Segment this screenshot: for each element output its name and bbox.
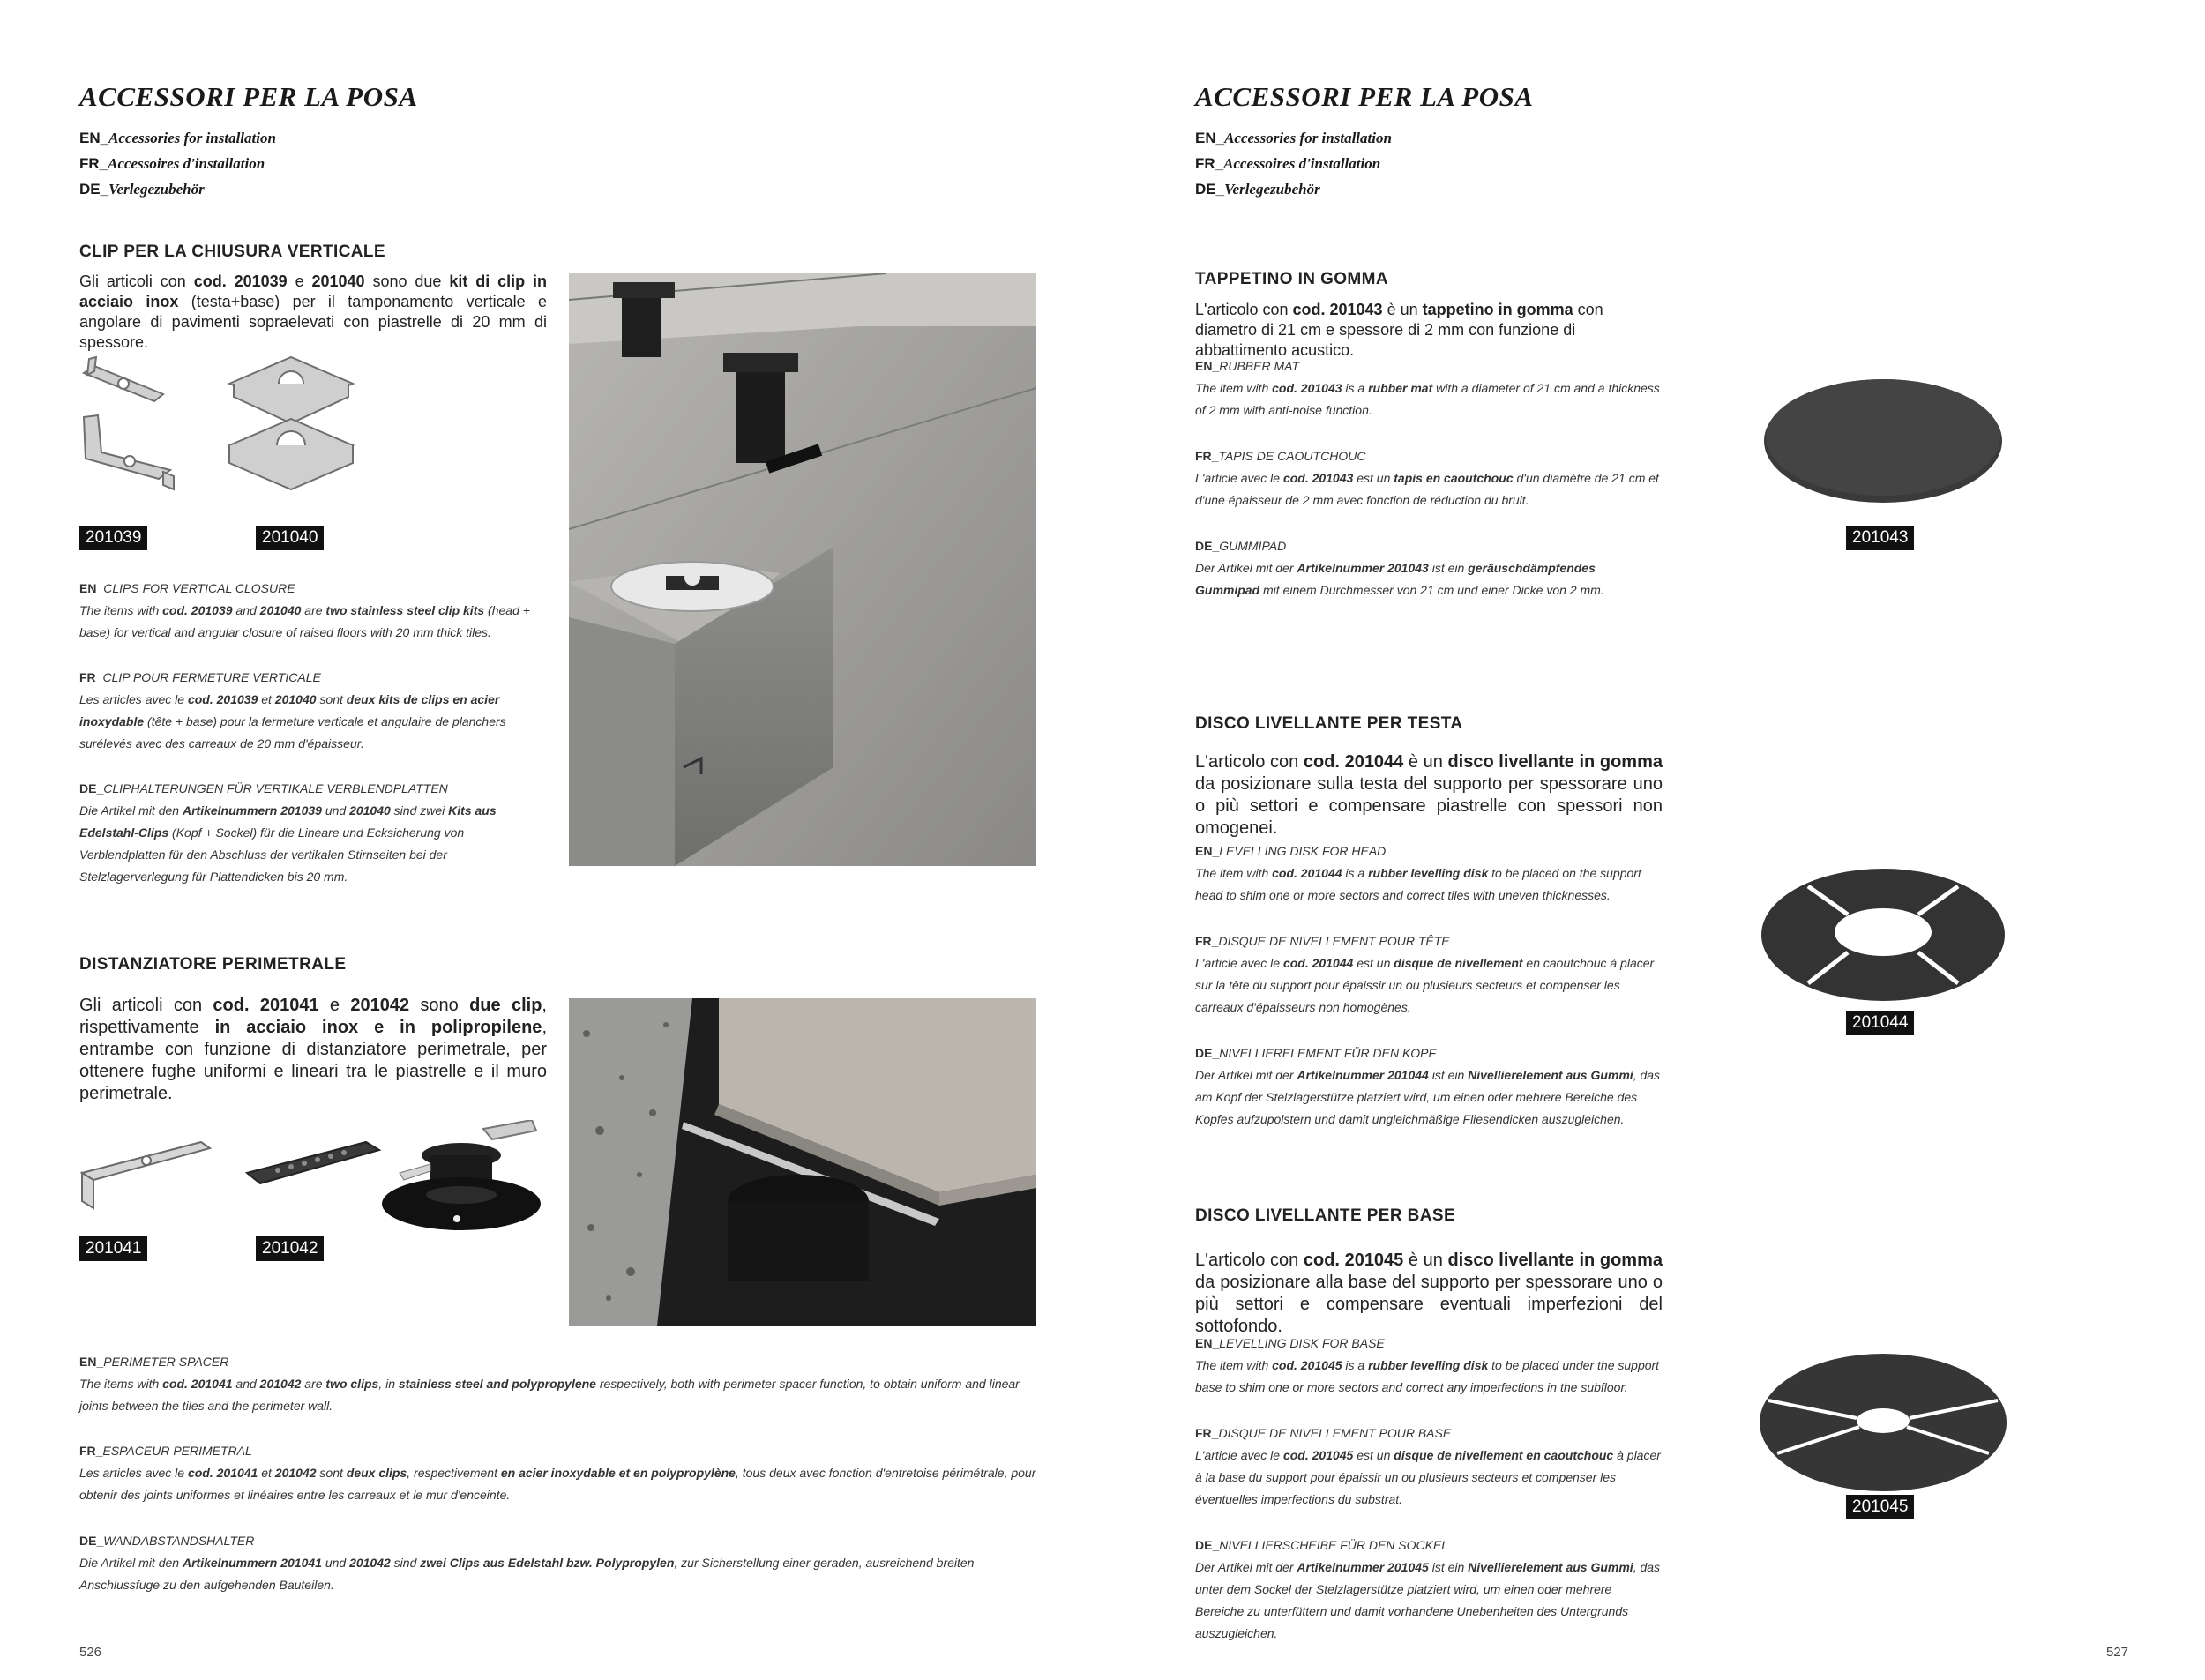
base-lang-en: EN_LEVELLING DISK FOR BASE The item with cod. 201045 is a rubber levelling disk to be placed under the support base to shim one or more sectors and correct any imperfections in the subfloor. xyxy=(1195,1336,1660,1394)
mat-intro: L'articolo con cod. 201043 è un tappetino in gomma con diametro di 21 cm e spessore di 2 mm con funzione di abbattimento acustico. xyxy=(1195,301,1603,359)
perim-lang-fr: FR_ESPACEUR PERIMETRAL Les articles avec le cod. 201041 et 201042 sont deux clips, respectivement en acier inoxydable et en polypropylène, tous deux avec fonction d'entretoise périmétrale, pour obtenir des joints uniformes et linéaires entre les carreaux et le mur d'enceinte. xyxy=(79,1444,1036,1502)
left-page-number: 526 xyxy=(79,1645,102,1660)
clip-lang-de: DE_CLIPHALTERUNGEN FÜR VERTIKALE VERBLENDPLATTEN Die Artikel mit den Artikelnummern 201039 und 201040 sind zwei Kits aus Edelstahl-Clips (Kopf + Sockel) für die Lineare und Ecksicherung von Verblendplatten für den Abschluss der vertikalen Stirnseiten bei der Stelzlagerverlegung für Plattendicken bis 20 mm. xyxy=(79,781,497,884)
head-disk-intro: L'articolo con cod. 201044 è un disco livellante in gomma da posizionare sulla testa del supporto per spessorare uno o più settori e compensare piastrelle con spessori non omogenei. xyxy=(1195,752,1663,838)
clip-201040-image xyxy=(216,348,366,498)
head-lang-fr: FR_DISQUE DE NIVELLEMENT POUR TÊTE L'article avec le cod. 201044 est un disque de nivellement en caoutchouc à placer sur la tête du support pour épaissir un ou plusieurs secteurs et compenser les carreaux d'épaisseurs non homogènes. xyxy=(1195,934,1655,1014)
mat-lang-fr: FR_TAPIS DE CAOUTCHOUC L'article avec le cod. 201043 est un tapis en caoutchouc d'un diamètre de 21 cm et d'une épaisseur de 2 mm avec fonction de réduction du bruit. xyxy=(1195,449,1659,507)
head-lang-de: DE_NIVELLIERELEMENT FÜR DEN KOPF Der Artikel mit der Artikelnummer 201044 ist ein Nivellierelement aus Gummi, das am Kopf der Stelzlagerstütze platziert wird, um einen oder mehrere Bereiche des Kopfes aufzupolstern und damit ungleichmäßige Fliesendicken auszugleichen. xyxy=(1195,1046,1661,1126)
mat-lang-de: DE_GUMMIPAD Der Artikel mit der Artikelnummer 201043 ist ein geräuschdämpfendes Gummipad mit einem Durchmesser von 21 cm und einer Dicke von 2 mm. xyxy=(1195,539,1604,597)
clip-201041-image xyxy=(78,1138,219,1217)
subtitle-de: DE_Verlegezubehör xyxy=(79,181,205,198)
head-levelling-disk-image xyxy=(1755,860,2011,1010)
perim-heading: DISTANZIATORE PERIMETRALE xyxy=(79,955,347,974)
perim-intro: Gli articoli con cod. 201041 e 201042 sono due clip, rispettivamente in acciaio inox e in polipropilene, entrambe con funzione di distanziatore perimetrale, per ottenere fughe uniformi e lineari tra le piastrelle e il muro perimetrale. xyxy=(79,996,547,1103)
clip-installation-photo xyxy=(569,273,1036,866)
clip-201042-image xyxy=(243,1138,384,1204)
lang-heading: EN_CLIPS FOR VERTICAL CLOSURE xyxy=(79,581,295,595)
clip-lang-en: EN_CLIPS FOR VERTICAL CLOSURE The items with cod. 201039 and 201040 are two stainless steel clip kits (head + base) for vertical and angular closure of raised floors with 20 mm thick tiles. xyxy=(79,578,547,644)
right-subtitles: EN_Accessories for installation FR_Accessoires d'installation DE_Verlegezubehör xyxy=(1195,130,1392,198)
subtitle-en: EN_Accessories for installation xyxy=(79,130,276,146)
right-page-title: ACCESSORI PER LA POSA xyxy=(1195,81,1534,112)
clip-heading: CLIP PER LA CHIUSURA VERTICALE xyxy=(79,243,385,261)
badge-201042: 201042 xyxy=(256,1236,324,1261)
clip-intro: Gli articoli con cod. 201039 e 201040 sono due kit di clip in acciaio inox (testa+base) per il tamponamento verticale e angolare di pavimenti sopraelevati con piastrelle di 20 mm di spessore. xyxy=(79,273,548,351)
clip-lang-fr: FR_CLIP POUR FERMETURE VERTICALE Les articles avec le cod. 201039 et 201040 sont deux kits de clips en acier inoxydable (tête + base) pour la fermeture verticale et angulaire de planchers surélevés avec des carreaux de 20 mm d'épaisseur. xyxy=(79,670,506,750)
mat-heading: TAPPETINO IN GOMMA xyxy=(1195,270,1389,288)
badge-201045: 201045 xyxy=(1846,1495,1914,1519)
head-disk-heading: DISCO LIVELLANTE PER TESTA xyxy=(1195,714,1463,733)
right-page-number: 527 xyxy=(2106,1645,2129,1660)
left-page-title: ACCESSORI PER LA POSA xyxy=(79,81,418,112)
base-lang-de: DE_NIVELLIERSCHEIBE FÜR DEN SOCKEL Der Artikel mit der Artikelnummer 201045 ist ein Nivellierelement aus Gummi, das unter dem Sockel der Stelzlagerstütze platziert wird, um einen oder mehrere Bereiche zu unterfüttern und damit vorhandene Unebenheiten des Untergrunds auszugleichen. xyxy=(1195,1538,1661,1640)
mat-lang-en: EN_RUBBER MAT The item with cod. 201043 is a rubber mat with a diameter of 21 cm and a thickness of 2 mm with anti-noise function. xyxy=(1195,359,1660,417)
head-lang-en: EN_LEVELLING DISK FOR HEAD The item with cod. 201044 is a rubber levelling disk to be placed on the support head to shim one or more sectors and correct tiles with uneven thicknesses. xyxy=(1195,844,1641,902)
base-disk-intro: L'articolo con cod. 201045 è un disco livellante in gomma da posizionare alla base del supporto per spessorare uno o più settori e compensare eventuali imperfezioni del sottofondo. xyxy=(1195,1251,1663,1336)
perim-lang-en: EN_PERIMETER SPACER The items with cod. 201041 and 201042 are two clips, in stainless steel and polypropylene respectively, both with perimeter spacer function, to obtain uniform and linear joints between the tiles and the perimeter wall. xyxy=(79,1355,1020,1413)
rubber-mat-image xyxy=(1755,370,2011,511)
badge-201041: 201041 xyxy=(79,1236,147,1261)
perimeter-installation-photo xyxy=(569,998,1036,1326)
left-subtitles xyxy=(79,125,276,202)
clip-201039-image xyxy=(75,348,190,498)
badge-201039: 201039 xyxy=(79,526,147,550)
badge-201044: 201044 xyxy=(1846,1011,1914,1035)
pedestal-with-clip-image xyxy=(377,1120,545,1235)
base-lang-fr: FR_DISQUE DE NIVELLEMENT POUR BASE L'article avec le cod. 201045 est un disque de nivellement en caoutchouc à placer à la base du support pour épaissir un ou plusieurs secteurs et compenser les éventuelles imperfections du substrat. xyxy=(1195,1426,1661,1506)
perim-lang-de: DE_WANDABSTANDSHALTER Die Artikel mit den Artikelnummern 201041 und 201042 sind zwei Clips aus Edelstahl bzw. Polypropylen, zur Sicherstellung einer geraden, ausreichend breiten Anschlussfuge zu den aufgehenden Bauteilen. xyxy=(79,1534,975,1592)
badge-201040: 201040 xyxy=(256,526,324,550)
subtitle-fr: FR_Accessoires d'installation xyxy=(79,155,265,172)
badge-201043: 201043 xyxy=(1846,526,1914,550)
base-levelling-disk-image xyxy=(1755,1348,2011,1497)
base-disk-heading: DISCO LIVELLANTE PER BASE xyxy=(1195,1206,1456,1225)
